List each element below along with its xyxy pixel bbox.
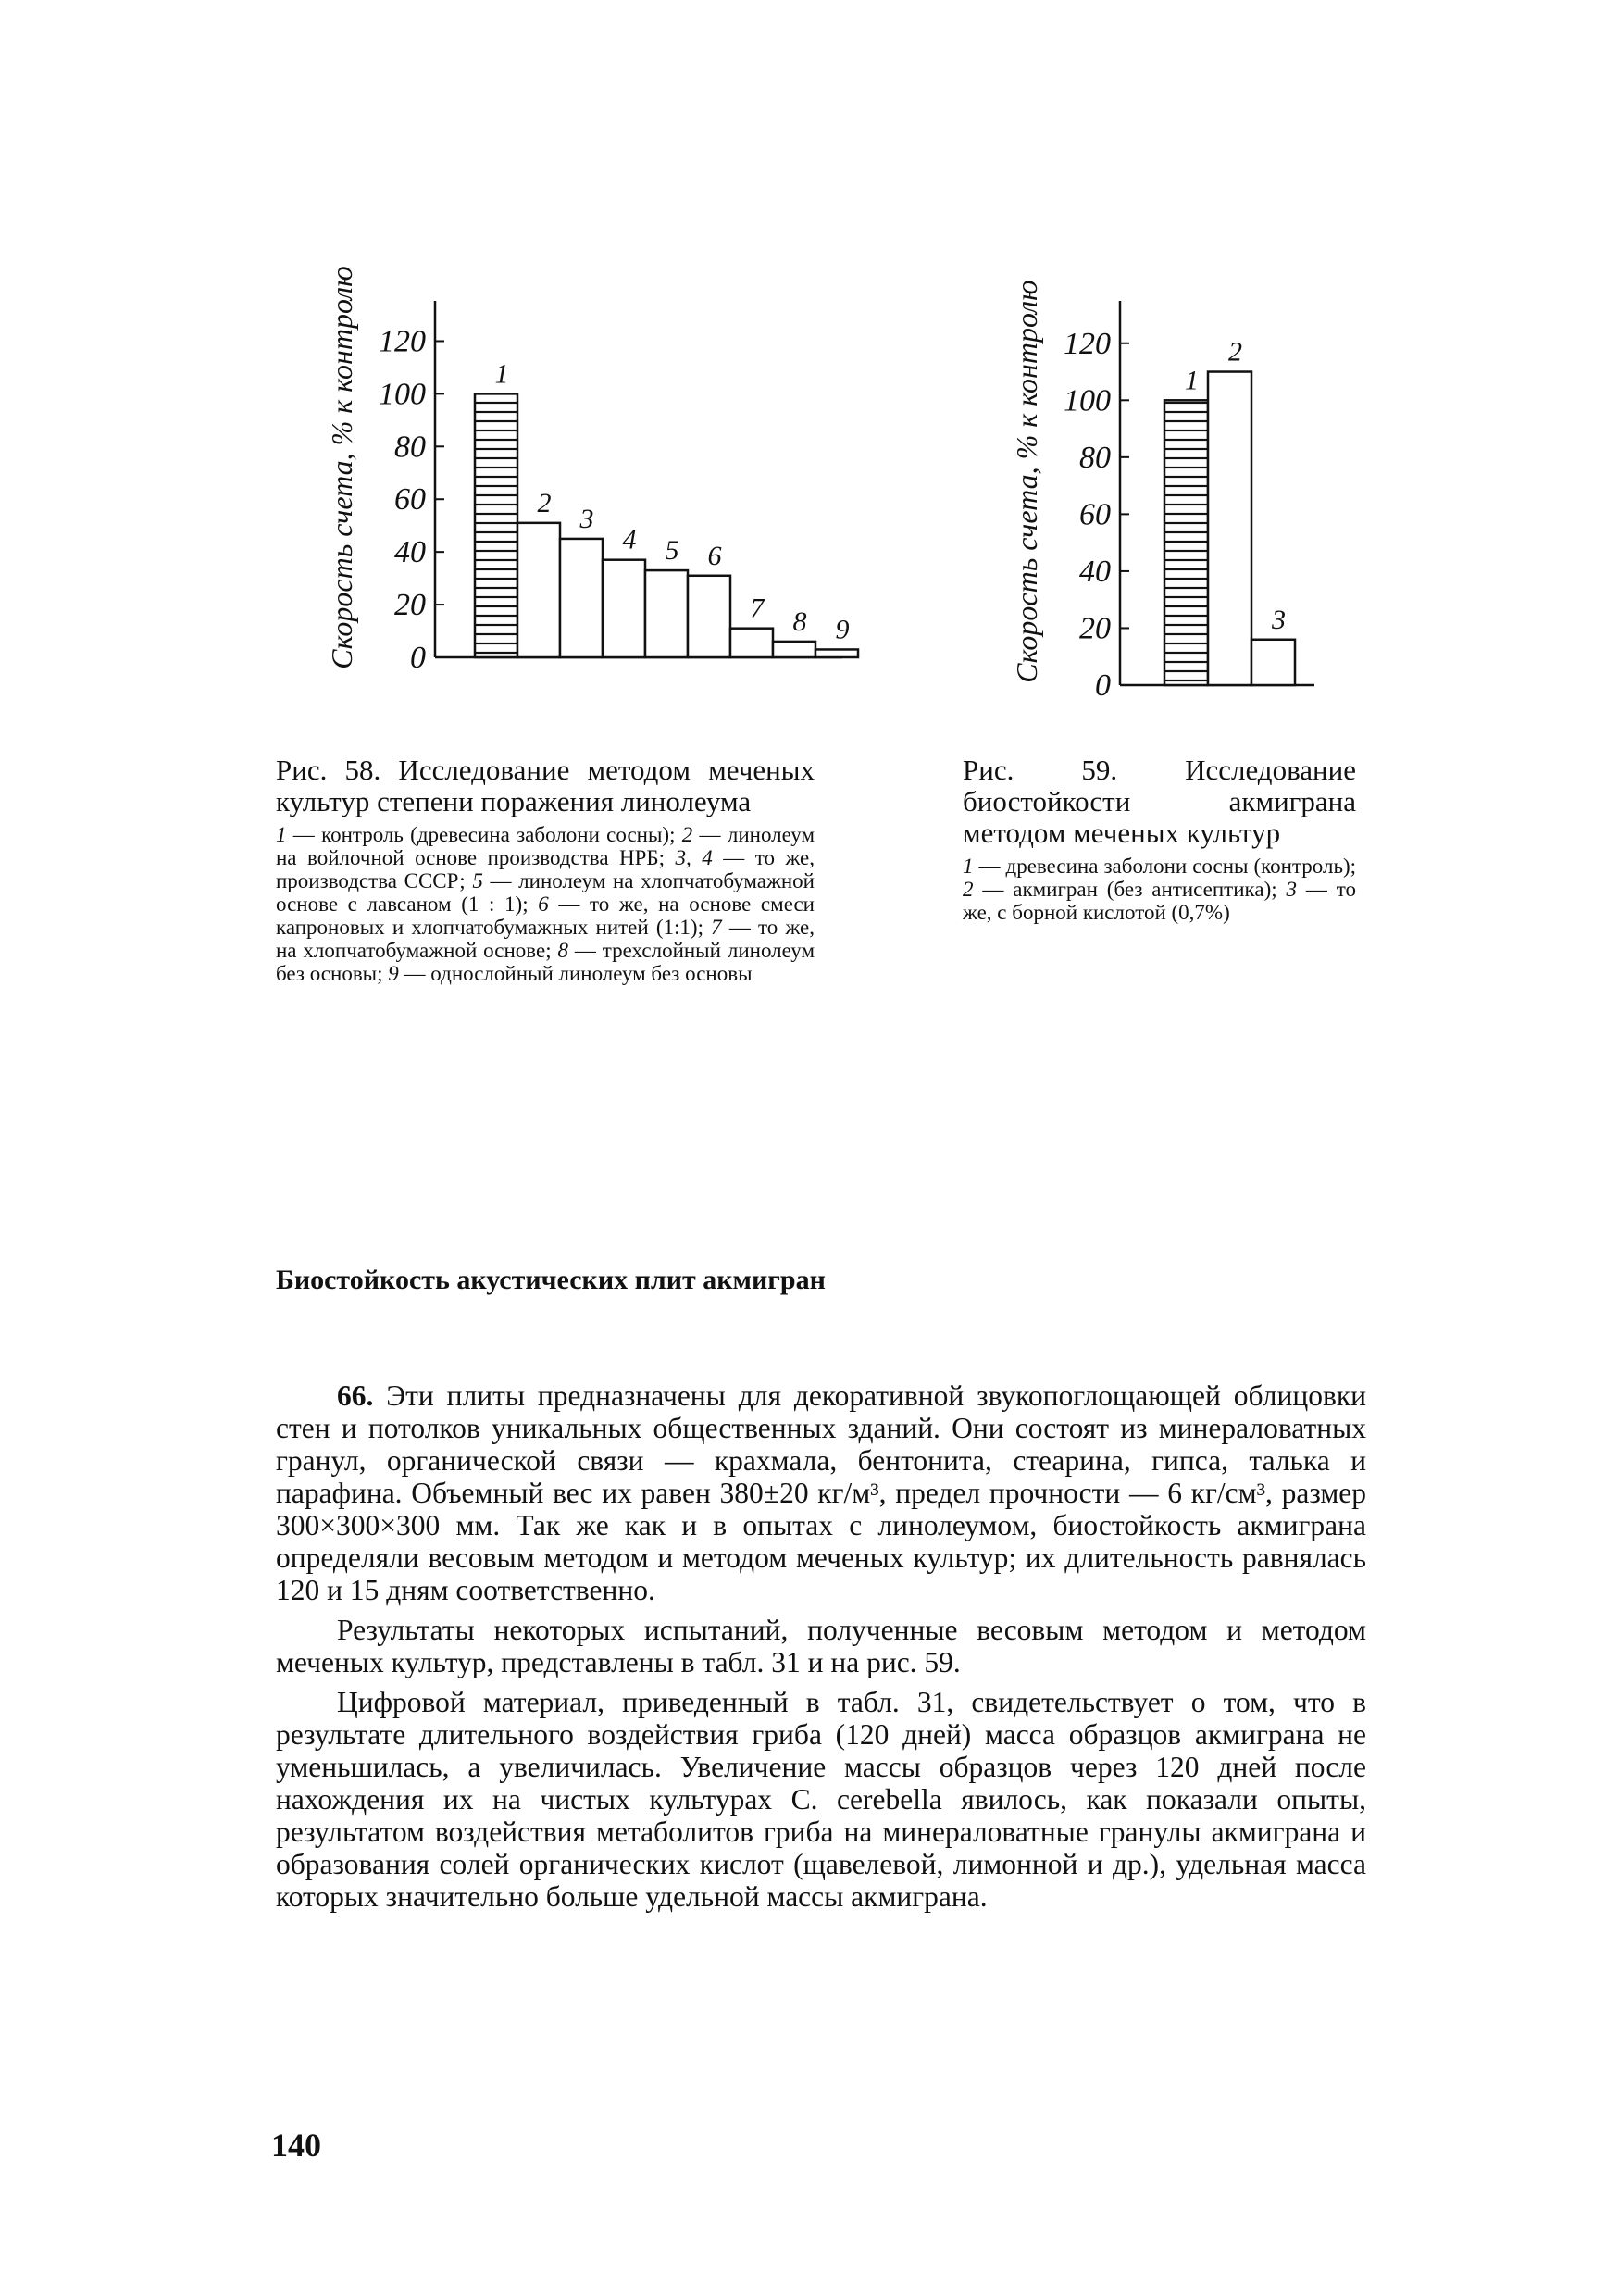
- fig58-legend-text: — то же, на хлопчатобумажной основе;: [276, 916, 815, 962]
- fig59-bar-label-3: 3: [1272, 604, 1286, 635]
- fig58-bar-chart: [315, 213, 963, 731]
- fig58-y-tick-label: 60: [394, 482, 426, 518]
- fig59-y-axis-label: Скорость счета, % к контролю: [1010, 280, 1043, 683]
- fig58-bar-label-1: 1: [494, 358, 509, 390]
- fig58-bar-label-9: 9: [835, 614, 850, 645]
- section-heading: Биостойкость акустических плит акмигран: [276, 1265, 826, 1295]
- fig58-bar-label-4: 4: [622, 524, 637, 555]
- fig58-title: Рис. 58. Исследование методом меченых культур степени поражения линолеума: [276, 754, 815, 817]
- fig59-legend-text: — акмигран (без антисептика);: [973, 878, 1287, 901]
- fig58-legend-text: — линолеум на войлочной основе производства НРБ;: [276, 823, 815, 869]
- fig59-legend: [963, 855, 1356, 924]
- paragraph-66: [276, 1379, 1366, 1606]
- fig58-y-tick-label: 80: [394, 430, 426, 465]
- fig58-bar-label-3: 3: [579, 503, 594, 534]
- fig59-y-tick-label: 40: [1079, 554, 1111, 589]
- fig59-legend-text: — то же, с борной кислотой (0,7%): [963, 878, 1356, 924]
- fig59-title: Рис. 59. Исследование биостойкости акмиграна методом меченых культур: [963, 754, 1356, 849]
- fig58-caption: [276, 755, 815, 985]
- fig59-bar-chart: [1000, 213, 1388, 731]
- fig58-y-tick-label: 100: [379, 377, 426, 412]
- fig58-legend-num: 5: [472, 869, 483, 892]
- fig58-bar-8: [773, 642, 815, 657]
- fig58-y-tick-label: 40: [394, 535, 426, 570]
- fig59-bar-3: [1251, 640, 1295, 685]
- fig58-legend-text: — контроль (древесина заболони сосны);: [286, 823, 682, 846]
- fig58-legend-text: — линолеум на хлопчатобумажной основе с лавсаном (1 : 1);: [276, 869, 815, 916]
- fig59-y-tick-label: 0: [1095, 668, 1111, 703]
- fig58-y-axis-label: Скорость счета, % к контролю: [325, 266, 358, 669]
- paragraph-analysis: Цифровой материал, приведенный в табл. 31, свидетельствует о том, что в результате длительного воздействия гриба (120 дней) масса образцов акмиграна не уменьшилась, а увеличилась. Увеличение массы образцов через 120 дней после нахождения их на чистых культурах C. cerebella явилось, как показали опыты, результатом воздействия метаболитов гриба на минераловатные гранулы акмиграна и образования солей органических кислот (щавелевой, лимонной и др.), удельная масса которых значительно больше удельной массы акмиграна.: [276, 1686, 1366, 1913]
- fig59-y-tick-label: 120: [1064, 326, 1111, 361]
- fig58-legend-text: — то же, на основе смеси капроновых и хлопчатобумажных нитей (1:1);: [276, 892, 815, 939]
- fig59-y-tick-label: 100: [1064, 383, 1111, 418]
- fig58-bar-2: [517, 523, 560, 657]
- body-text: [276, 1379, 1366, 1920]
- fig59-bar-2: [1208, 372, 1251, 685]
- fig58-bar-3: [560, 539, 603, 657]
- fig58-bar-5: [645, 570, 688, 657]
- fig58-legend-text: — трехслойный линолеум без основы;: [276, 939, 815, 985]
- fig58-legend-num: 1: [276, 823, 287, 846]
- fig59-bar-1: [1164, 400, 1208, 685]
- paragraph-results: Результаты некоторых испытаний, полученные весовым методом и методом меченых культур, представлены в табл. 31 и на рис. 59.: [276, 1614, 1366, 1678]
- fig59-legend-num: 2: [963, 878, 974, 901]
- fig58-bar-label-8: 8: [792, 605, 807, 637]
- fig58-bar-9: [815, 649, 858, 657]
- fig59-legend-num: 1: [963, 855, 974, 878]
- fig58-legend-num: 3, 4: [675, 846, 713, 869]
- fig59-y-tick-label: 80: [1079, 440, 1111, 475]
- fig58-legend-text: — однослойный линолеум без основы: [398, 962, 753, 985]
- fig58-legend-num: 8: [557, 939, 568, 962]
- paragraph-66-text: Эти плиты предназначены для декоративной звукопоглощающей облицовки стен и потолков уникальных общественных зданий. Они состоят из минераловатных гранул, органической связи — крахмала, бентонита, стеарина, гипса, талька и парафина. Объемный вес их равен 380±20 кг/м³, предел прочности — 6 кг/см³, размер 300×300×300 мм. Так же как и в опытах с линолеумом, биостойкость акмиграна определяли весовым методом и методом меченых культур; их длительность равнялась 120 и 15 дням соответственно.: [276, 1379, 1366, 1606]
- fig59-y-tick-label: 60: [1079, 497, 1111, 532]
- fig59-y-tick-label: 20: [1079, 611, 1111, 646]
- fig58-bar-label-7: 7: [750, 593, 765, 624]
- fig58-legend-num: 6: [538, 892, 549, 916]
- fig59-bar-label-1: 1: [1185, 365, 1199, 396]
- fig58-bar-7: [730, 629, 773, 657]
- fig58-legend: [276, 823, 815, 985]
- page-number: 140: [271, 2127, 321, 2164]
- fig58-legend-num: 9: [388, 962, 399, 985]
- fig58-bar-4: [603, 560, 645, 657]
- fig58-legend-text: — то же, производства СССР;: [276, 846, 815, 892]
- fig58-y-tick-label: 20: [394, 588, 426, 623]
- fig59-caption: [963, 755, 1356, 924]
- paragraph-number: 66.: [337, 1379, 374, 1412]
- fig58-bar-label-6: 6: [707, 540, 722, 571]
- fig58-legend-num: 7: [711, 916, 722, 939]
- fig58-bar-label-2: 2: [537, 487, 552, 518]
- fig58-y-tick-label: 0: [410, 641, 426, 675]
- fig58-bar-label-5: 5: [665, 535, 679, 567]
- fig59-legend-num: 3: [1286, 878, 1297, 901]
- fig58-y-tick-label: 120: [379, 324, 426, 359]
- fig58-bar-6: [688, 576, 730, 657]
- fig58-legend-num: 2: [681, 823, 693, 846]
- fig59-legend-text: — древесина заболони сосны (контроль);: [973, 855, 1356, 878]
- fig59-bar-label-2: 2: [1228, 336, 1242, 368]
- fig58-bar-1: [475, 393, 517, 657]
